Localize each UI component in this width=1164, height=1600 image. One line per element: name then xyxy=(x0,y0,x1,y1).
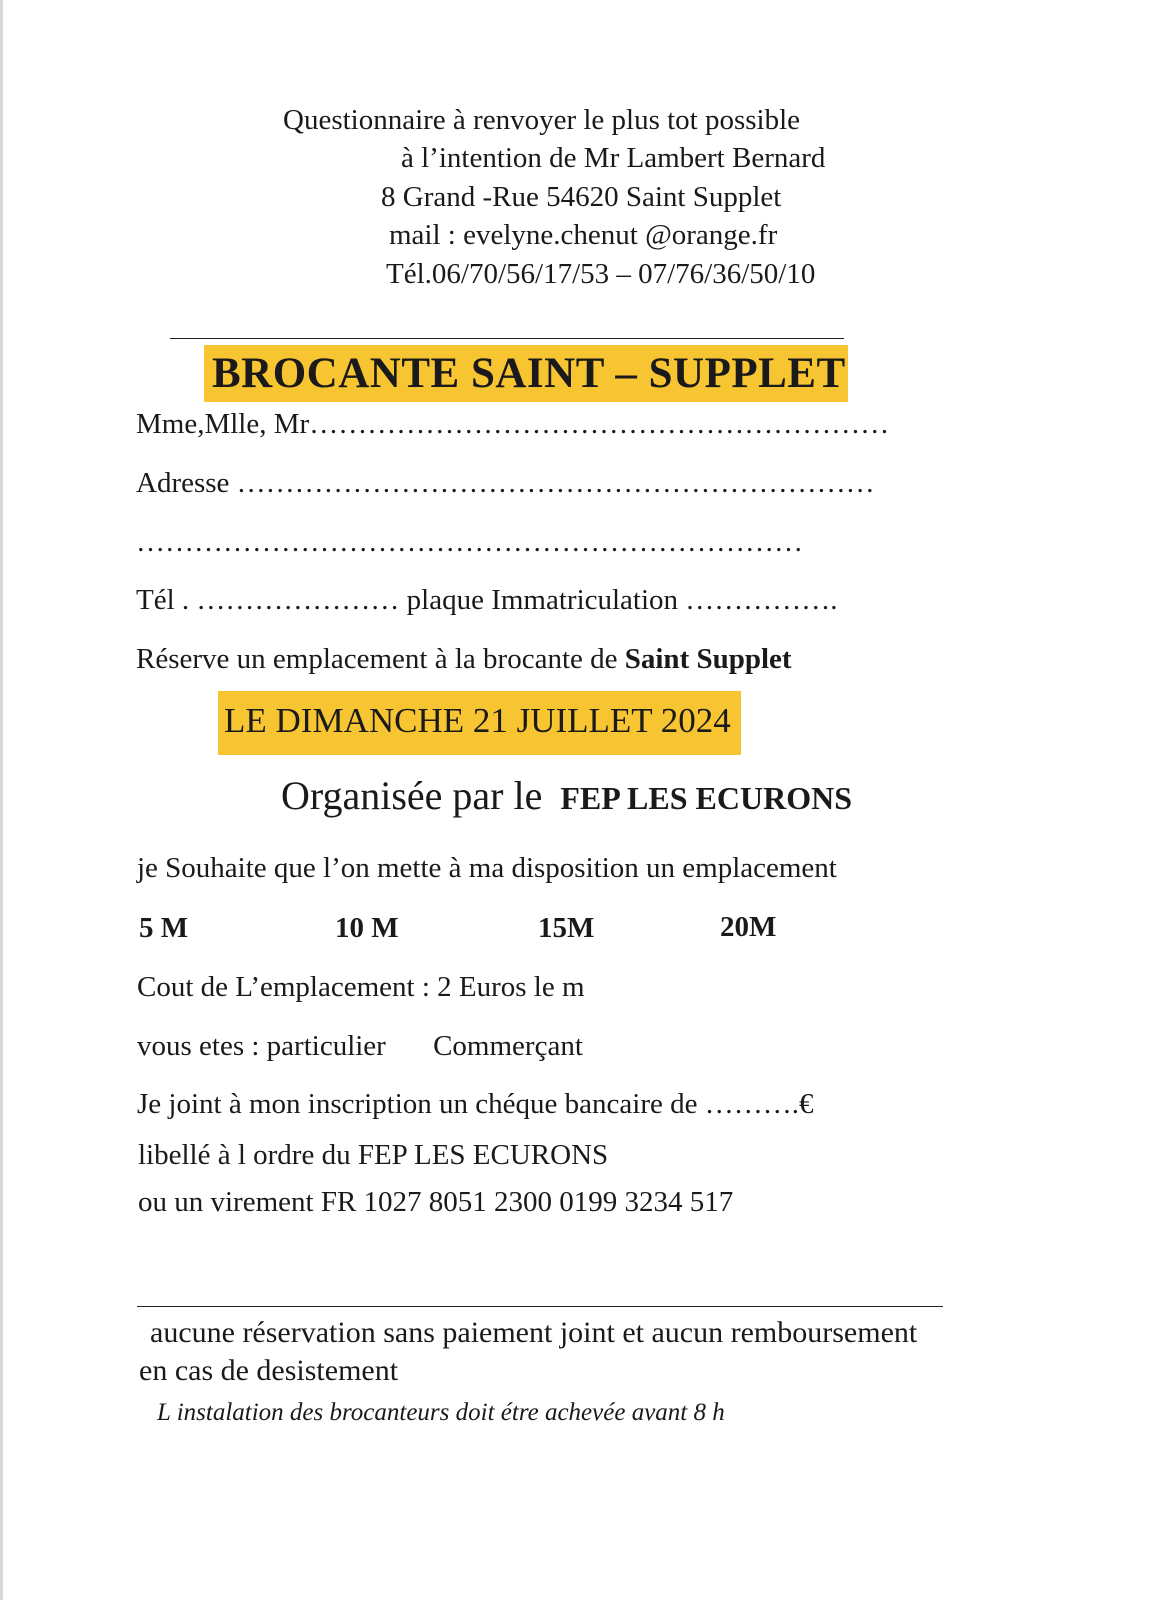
organizer-line xyxy=(281,772,852,819)
plate-field-dots[interactable]: ……………. xyxy=(685,584,838,616)
status-option-particulier[interactable]: vous etes : particulier xyxy=(137,1030,386,1062)
payment-order-line: libellé à l ordre du FEP LES ECURONS xyxy=(138,1139,609,1171)
tel-label: Tél . xyxy=(136,584,190,616)
address-line xyxy=(136,467,875,500)
size-option-5m[interactable]: 5 M xyxy=(139,912,189,944)
payment-cheque-line: Je joint à mon inscription un chéque bancaire de ……….€ xyxy=(137,1088,814,1120)
plate-label: plaque Immatriculation xyxy=(406,584,679,616)
tel-field-dots[interactable]: ………………… xyxy=(196,584,400,616)
header-address: 8 Grand -Rue 54620 Saint Supplet xyxy=(381,181,782,213)
event-date: LE DIMANCHE 21 JUILLET 2024 xyxy=(218,691,741,755)
wish-text: je Souhaite que l’on mette à ma disposition un emplacement xyxy=(137,852,837,884)
scan-edge xyxy=(0,0,3,1600)
organizer-prefix: Organisée par le xyxy=(281,773,543,818)
address-field-dots-2[interactable]: …………………………………………………………… xyxy=(136,526,803,558)
organizer-name: FEP LES ECURONS xyxy=(560,780,852,816)
payment-transfer-line: ou un virement FR 1027 8051 2300 0199 3234 517 xyxy=(138,1186,734,1218)
address-field-dots[interactable]: ………………………………………………………… xyxy=(236,467,875,499)
header-email: mail : evelyne.chenut @orange.fr xyxy=(389,219,778,251)
size-option-10m[interactable]: 10 M xyxy=(335,912,399,944)
notice-installation: L instalation des brocanteurs doit étre achevée avant 8 h xyxy=(157,1399,725,1426)
reserve-place: Saint Supplet xyxy=(624,643,792,675)
header-line-2: à l’intention de Mr Lambert Bernard xyxy=(401,142,826,174)
size-option-20m[interactable]: 20M xyxy=(720,911,777,943)
name-line xyxy=(136,408,889,441)
header-line-1: Questionnaire à renvoyer le plus tot possible xyxy=(283,104,801,136)
notice-line-1: aucune réservation sans paiement joint et aucun remboursement xyxy=(150,1316,918,1349)
status-line xyxy=(137,1030,583,1063)
status-option-commercant[interactable]: Commerçant xyxy=(433,1030,583,1062)
bottom-divider xyxy=(137,1306,943,1307)
notice-line-2: en cas de desistement xyxy=(139,1354,399,1387)
name-label: Mme,Mlle, Mr xyxy=(136,408,310,440)
reserve-text: Réserve un emplacement à la brocante de xyxy=(136,643,618,675)
address-label: Adresse xyxy=(136,467,230,499)
reserve-line xyxy=(136,643,792,676)
page-title: BROCANTE SAINT – SUPPLET xyxy=(204,345,848,402)
top-divider xyxy=(170,338,844,339)
size-option-15m[interactable]: 15M xyxy=(538,912,595,944)
header-phone: Tél.06/70/56/17/53 – 07/76/36/50/10 xyxy=(386,258,816,290)
tel-plate-line xyxy=(136,584,838,617)
name-field-dots[interactable]: …………………………………………………… xyxy=(309,408,890,440)
cost-text: Cout de L’emplacement : 2 Euros le m xyxy=(137,971,585,1003)
